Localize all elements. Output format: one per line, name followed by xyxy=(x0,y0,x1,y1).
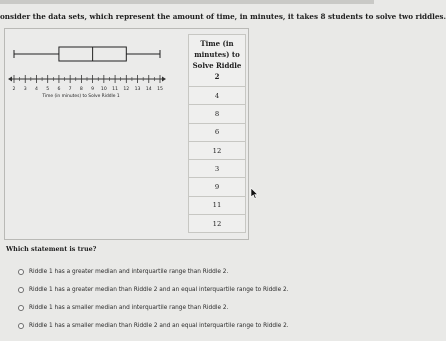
axis-tick-label: 6 xyxy=(57,87,61,92)
axis-tick-label: 4 xyxy=(34,87,38,92)
radio-button[interactable] xyxy=(18,323,24,329)
axis-tick-label: 14 xyxy=(145,87,152,92)
question-text: onsider the data sets, which represent the amount of time, in minutes, it takes 8 students to solve two riddles. xyxy=(0,12,446,21)
choice-option[interactable] xyxy=(18,266,228,278)
axis-tick-label: 5 xyxy=(46,87,50,92)
axis-tick-label: 11 xyxy=(112,87,119,92)
choice-label: Riddle 1 has a greater median and interquartile range than Riddle 2. xyxy=(29,269,229,275)
riddle-2-value: 4 xyxy=(189,87,246,105)
choice-option[interactable] xyxy=(18,284,289,296)
riddle-2-table-header: Time (in minutes) to Solve Riddle 2 xyxy=(189,35,246,87)
choice-option[interactable] xyxy=(18,302,228,314)
radio-button[interactable] xyxy=(18,269,24,275)
riddle-2-value: 12 xyxy=(189,141,246,159)
radio-button[interactable] xyxy=(18,305,24,311)
number-line-right-arrow xyxy=(162,77,166,82)
number-line-left-arrow xyxy=(8,77,12,82)
choice-option[interactable] xyxy=(18,320,289,332)
prompt-text: Which statement is true? xyxy=(6,245,97,253)
radio-button[interactable] xyxy=(18,287,24,293)
riddle-2-value: 8 xyxy=(189,105,246,123)
axis-tick-label: 15 xyxy=(157,87,163,92)
axis-tick-label: 10 xyxy=(100,87,107,92)
riddle-2-value: 9 xyxy=(189,178,246,196)
axis-tick-label: 12 xyxy=(123,87,130,92)
axis-tick-label: 8 xyxy=(79,87,83,92)
riddle-2-value: 6 xyxy=(189,123,246,141)
choice-label: Riddle 1 has a greater median than Riddle 2 and an equal interquartile range to Riddle 2. xyxy=(29,287,289,293)
riddle-2-value: 12 xyxy=(189,215,246,233)
axis-tick-label: 3 xyxy=(23,87,27,92)
choice-label: Riddle 1 has a smaller median and interquartile range than Riddle 2. xyxy=(29,305,229,311)
riddle-2-value: 11 xyxy=(189,196,246,214)
riddle-2-table xyxy=(188,34,246,233)
riddle-2-value: 3 xyxy=(189,160,246,178)
mouse-pointer-icon xyxy=(251,188,259,199)
axis-tick-label: 13 xyxy=(134,87,141,92)
choice-label: Riddle 1 has a smaller median than Riddle 2 and an equal interquartile range to Riddle 2. xyxy=(29,323,289,329)
axis-tick-label: 2 xyxy=(12,87,16,92)
axis-label: Time (in minutes) to Solve Riddle 1 xyxy=(42,94,120,99)
axis-tick-label: 7 xyxy=(68,87,72,92)
axis-tick-label: 9 xyxy=(91,87,95,92)
